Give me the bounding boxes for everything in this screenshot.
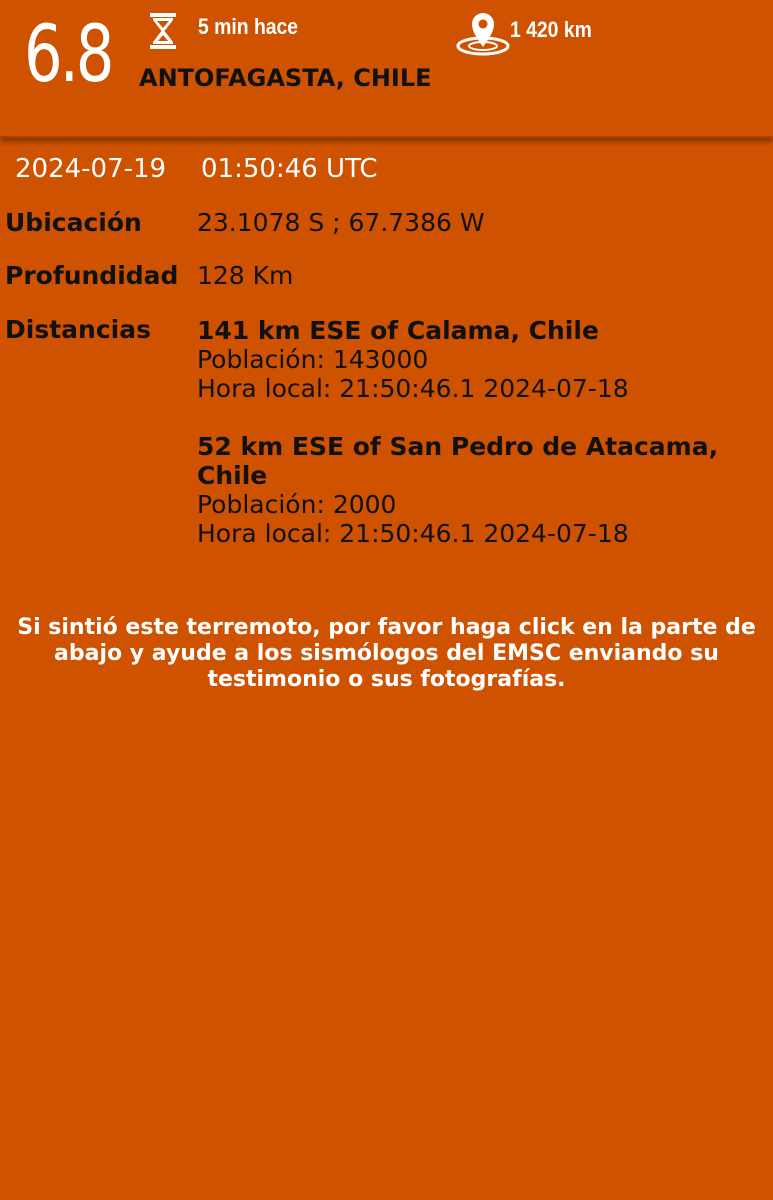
distance-entry-title: 52 km ESE of San Pedro de Atacama, Chile	[197, 432, 719, 490]
distances-label: Distancias	[5, 315, 151, 344]
distance-entry-population: Población: 143000	[197, 345, 429, 374]
magnitude-value: 6.8	[24, 10, 112, 100]
location-pin-icon	[456, 10, 510, 56]
depth-value: 128 Km	[197, 261, 294, 290]
location-label: Ubicación	[5, 208, 142, 237]
event-date: 2024-07-19	[15, 154, 167, 184]
time-ago-text: 5 min hace	[198, 14, 299, 39]
hourglass-icon	[149, 12, 177, 50]
header-bar	[0, 0, 773, 138]
distance-text: 1 420 km	[510, 17, 592, 42]
feedback-notice: Si sintió este terremoto, por favor haga click en la parte de abajo y ayude a los sismólogos del EMSC enviando su testimonio o sus fotografías.	[17, 615, 756, 692]
distance-entry	[197, 316, 757, 403]
event-time: 01:50:46 UTC	[201, 154, 378, 184]
distance-entry-title: 141 km ESE of Calama, Chile	[197, 316, 599, 345]
distance-entry	[197, 432, 757, 548]
distance-entry-population: Población: 2000	[197, 490, 397, 519]
depth-label: Profundidad	[5, 261, 179, 290]
distance-entry-local-time: Hora local: 21:50:46.1 2024-07-18	[197, 374, 629, 403]
region-title: ANTOFAGASTA, CHILE	[139, 64, 432, 92]
location-value: 23.1078 S ; 67.7386 W	[197, 208, 485, 237]
distance-entry-local-time: Hora local: 21:50:46.1 2024-07-18	[197, 519, 629, 548]
